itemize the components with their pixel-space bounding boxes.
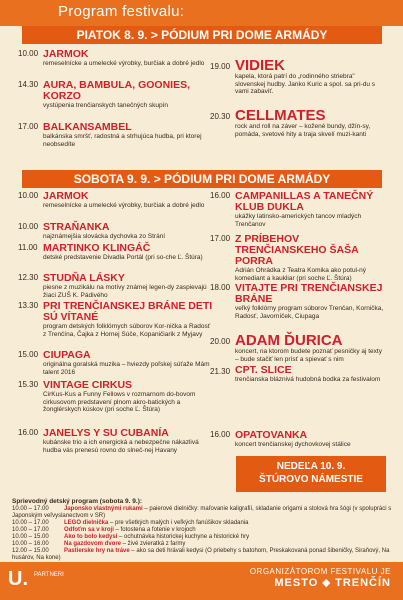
day1-banner: PIATOK 8. 9. > PÓDIUM PRI DOME ARMÁDY (22, 26, 382, 44)
day2-banner: SOBOTA 9. 9. > PÓDIUM PRI DOME ARMÁDY (22, 170, 382, 188)
list-item: 10.00 – 17.00 Japonsko vlastnými rukami – paierové dielničky: maľovanie kaligrafií, skladanie origami a stolová hra šógi (v spolupráci s Japonským veľvyslanectvom v SR) (12, 506, 392, 519)
university-logo: U. (8, 568, 28, 590)
day3-place: ŠTÚROVO NÁMESTIE (259, 474, 363, 485)
list-item: 12.00 – 15.00 Pastierske hry na tráve – ako sa deti hrávali kedysi (O priebehy s batohom, Preskakovaná ponad šibeničky, Siraňový, Na husárov, Na kone) (12, 548, 390, 561)
partner-label: PARTNERI (34, 572, 64, 578)
day3-date: NEDEĽA 10. 9. (276, 461, 346, 472)
day3-banner (236, 456, 386, 492)
list-item: 10.00 – 15.00 Ako to bolo kedysi – ochutnávka historickej kuchyne a historické hry (12, 534, 250, 540)
page-title: Program festivalu: (58, 3, 185, 20)
organizer-name: MESTO ⬥ TRENČÍN (274, 577, 391, 589)
organizer-label: ORGANIZÁTOROM FESTIVALU JE (249, 567, 391, 576)
kids-program-title: Sprievodný detský program (sobota 9. 9.): (12, 498, 143, 505)
list-item: 10.00 – 16.00 Na gazdovom dvore – živé zvieratká z farmy (12, 541, 186, 547)
list-item: 10.00 – 17.00 Odfoťm sa v kroji – fotostena a fotenie v krojoch (12, 527, 196, 533)
list-item: 10.00 – 17.00 LEGO dielnička – pre všetkých malých i veľkých fanúšikov skladania (12, 520, 249, 526)
